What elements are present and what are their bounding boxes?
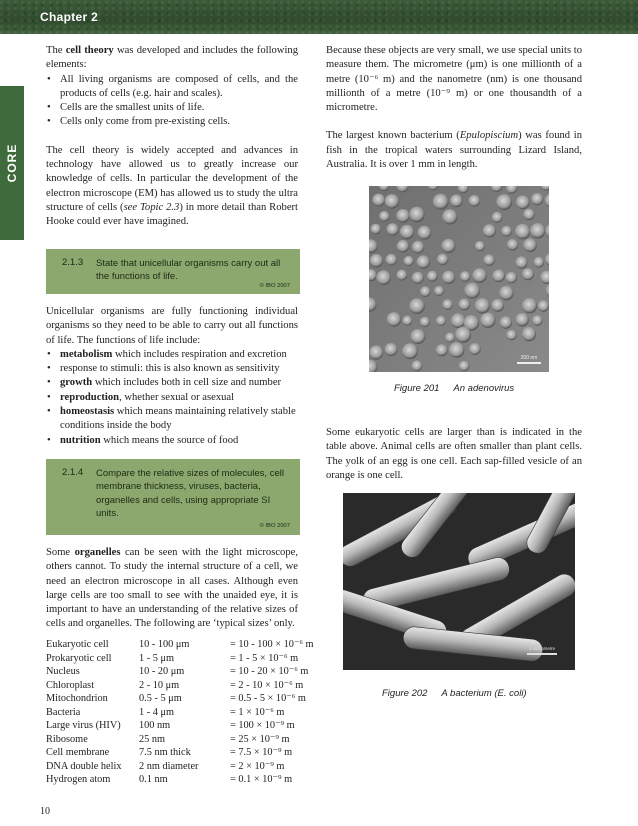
virus-particle	[523, 238, 537, 252]
virus-particle	[469, 343, 481, 355]
list-item: • All living organisms are composed of cells, and the products of cells (e.g. hair and scales).	[46, 73, 298, 102]
list-item: • Cells only come from pre-existing cells.	[46, 115, 298, 129]
adenovirus-image	[369, 186, 549, 372]
si-value-cell: = 7.5 × 10⁻⁹ m	[230, 747, 293, 758]
list-item: • nutrition which means the source of food	[46, 434, 298, 448]
virus-particle	[370, 224, 381, 235]
left-column	[46, 44, 298, 230]
virus-particle	[480, 313, 495, 328]
table-row	[46, 665, 314, 679]
virus-particle	[516, 196, 530, 210]
syllabus-box-2-1-3	[46, 249, 300, 294]
virus-particle	[420, 317, 430, 327]
virus-particle	[427, 271, 438, 282]
virus-particle	[501, 226, 512, 237]
virus-particle	[483, 254, 494, 265]
virus-particle	[397, 240, 409, 252]
structure-cell: Nucleus	[46, 666, 80, 677]
virus-particle	[507, 239, 518, 250]
virus-particle	[396, 209, 410, 223]
si-value-cell: = 2 × 10⁻⁹ m	[230, 760, 285, 772]
virus-particle	[492, 270, 505, 283]
si-value-cell: = 2 - 10 × 10⁻⁶ m	[230, 679, 304, 691]
size-cell: 0.5 - 5 μm	[139, 693, 182, 704]
virus-particle	[442, 271, 455, 284]
virus-particle	[385, 343, 398, 356]
si-value-cell: = 10 - 100 × 10⁻⁶ m	[230, 639, 314, 650]
si-value-cell: = 100 × 10⁻⁹ m	[230, 720, 295, 731]
virus-particle	[442, 239, 456, 253]
list-item: • homeostasis which means maintaining relatively stable conditions inside the body	[46, 405, 298, 434]
virus-particle	[376, 270, 391, 285]
scale-bar-label: 200 nm	[520, 355, 538, 361]
virus-particle	[442, 299, 453, 310]
figure-202-caption: Figure 202 A bacterium (E. coli)	[382, 688, 527, 699]
largest-bacterium-paragraph: The largest known bacterium (Epulopiscium) was found in fish in the tropical waters surrounding Lizard Island, Australia. It is over 1 mm in length.	[326, 130, 582, 171]
virus-particle	[387, 312, 402, 327]
syllabus-number: 2.1.3	[62, 257, 84, 268]
table-row	[46, 638, 314, 652]
virus-particle	[402, 343, 418, 359]
virus-particle	[491, 299, 504, 312]
virus-particle	[437, 254, 448, 265]
virus-particle	[420, 286, 431, 297]
chapter-header-band	[0, 0, 638, 34]
table-row	[46, 679, 314, 693]
size-cell: 1 - 5 μm	[139, 652, 174, 664]
virus-particle	[379, 211, 390, 222]
eukaryotic-paragraph: Some eukaryotic cells are larger than is indicated in the table above. Animal cells are often smaller than plant cells. The yolk of an egg is one cell. Each sap-filled vesicle of an orange is one cell.	[326, 427, 582, 481]
virus-particle	[402, 316, 412, 326]
si-value-cell: = 10 - 20 × 10⁻⁶ m	[230, 666, 309, 677]
size-cell: 1 - 4 μm	[139, 706, 174, 718]
virus-particle	[458, 299, 470, 311]
virus-particle	[472, 268, 487, 283]
cell-theory-list	[46, 73, 298, 130]
ecoli-image	[343, 493, 575, 670]
structure-cell: Hydrogen atom	[46, 774, 111, 785]
virus-particle	[449, 342, 465, 358]
virus-particle	[531, 193, 543, 205]
virus-particle	[500, 316, 512, 328]
virus-particle	[372, 194, 385, 207]
technology-paragraph: The cell theory is widely accepted and advances in technology have allowed us to greatly increase our knowledge of cells. In particular the development of the electron microscope (EM) has allowed us to study the ultra structure of cells (see Topic 2.3) in more detail than Robert Hooke could ever have imagined.	[46, 144, 298, 228]
structure-cell: Chloroplast	[46, 679, 95, 691]
virus-particle	[496, 194, 512, 210]
table-row	[46, 760, 314, 774]
unicellular-section	[46, 305, 298, 448]
virus-particle	[412, 360, 423, 371]
table-row	[46, 706, 314, 720]
virus-particle	[475, 241, 485, 251]
virus-particle	[433, 194, 449, 210]
si-value-cell: = 1 - 5 × 10⁻⁶ m	[230, 652, 299, 664]
virus-particle	[436, 316, 446, 326]
eukaryotic-section	[326, 426, 582, 483]
virus-particle	[515, 224, 530, 239]
size-cell: 10 - 20 μm	[139, 666, 185, 677]
virus-particle	[455, 327, 471, 343]
virus-particle	[404, 256, 414, 266]
virus-particle	[400, 225, 414, 239]
virus-particle	[522, 268, 534, 280]
size-cell: 0.1 nm	[139, 774, 168, 785]
adenovirus-micrograph	[369, 186, 549, 372]
virus-particle	[410, 329, 425, 344]
virus-particle	[386, 223, 398, 235]
structure-cell: DNA double helix	[46, 760, 122, 772]
structure-cell: Eukaryotic cell	[46, 639, 109, 650]
scale-bar-label: 1 micrometre	[528, 646, 556, 651]
core-side-tab	[0, 86, 24, 240]
structure-cell: Ribosome	[46, 733, 88, 745]
virus-particle	[499, 286, 514, 301]
size-cell: 25 nm	[139, 733, 166, 745]
size-cell: 7.5 nm thick	[139, 747, 191, 758]
page-number: 10	[40, 806, 50, 817]
structure-cell: Bacteria	[46, 706, 81, 718]
figure-201-caption: Figure 201 An adenovirus	[394, 383, 515, 394]
virus-particle	[460, 271, 471, 282]
si-value-cell: = 25 × 10⁻⁹ m	[230, 733, 290, 745]
right-column	[326, 44, 582, 172]
virus-particle	[522, 327, 536, 341]
virus-particle	[412, 272, 424, 284]
virus-particle	[516, 313, 529, 326]
organelles-paragraph: Some organelles can be seen with the light microscope, others cannot. To study the internal structure of a cell, we need an electron microscope in all cases. Although even large cells are too small to see with the unaided eye, it is important to have an understanding of the relative sizes of cells and organelles. The following are ‘typical sizes’ only.	[46, 547, 298, 630]
structure-cell: Mitochondrion	[46, 693, 108, 704]
virus-particle	[451, 313, 466, 328]
virus-particle	[386, 254, 398, 266]
virus-particle	[436, 344, 448, 356]
size-cell: 10 - 100 μm	[139, 639, 190, 650]
table-row	[46, 773, 314, 787]
virus-particle	[464, 283, 480, 299]
virus-particle	[409, 207, 424, 222]
virus-particle	[370, 254, 383, 267]
organelles-section	[46, 546, 298, 632]
virus-particle	[469, 195, 481, 207]
list-item: • Cells are the smallest units of life.	[46, 101, 298, 115]
size-cell: 2 - 10 μm	[139, 679, 180, 691]
functions-of-life-list	[46, 348, 298, 448]
virus-particle	[523, 209, 534, 220]
virus-particle	[483, 224, 496, 237]
size-cell: 2 nm diameter	[139, 760, 199, 772]
virus-particle	[409, 298, 425, 314]
table-row	[46, 733, 314, 747]
ecoli-micrograph	[343, 493, 575, 670]
structure-cell: Prokaryotic cell	[46, 652, 112, 664]
ibo-credit: © IBO 2007	[259, 523, 290, 529]
ibo-credit: © IBO 2007	[259, 283, 290, 289]
virus-particle	[506, 272, 517, 283]
structure-cell: Large virus (HIV)	[46, 720, 121, 731]
virus-particle	[442, 209, 457, 224]
table-row	[46, 746, 314, 760]
list-item: • response to stimuli: this is also known as sensitivity	[46, 362, 298, 376]
typical-sizes-table	[46, 638, 314, 787]
list-item: • growth which includes both in cell size and number	[46, 376, 298, 390]
syllabus-box-2-1-4	[46, 459, 300, 535]
virus-particle	[396, 270, 407, 281]
virus-particle	[515, 256, 527, 268]
si-value-cell: = 0.5 - 5 × 10⁻⁶ m	[230, 693, 306, 704]
table-row	[46, 692, 314, 706]
virus-particle	[492, 212, 503, 223]
virus-particle	[418, 226, 432, 240]
table-row	[46, 719, 314, 733]
virus-particle	[506, 330, 517, 341]
core-tab-label: CORE	[5, 143, 19, 183]
virus-particle	[434, 286, 444, 296]
virus-particle	[532, 315, 543, 326]
virus-particle	[450, 195, 463, 208]
syllabus-text: Compare the relative sizes of molecules, cell membrane thickness, viruses, bacteria, organelles and cells, using appropriate SI units.	[96, 468, 284, 520]
cell-theory-intro: The cell theory was developed and includes the following elements:	[46, 45, 298, 71]
si-value-cell: = 0.1 × 10⁻⁹ m	[230, 774, 293, 785]
virus-particle	[445, 333, 455, 343]
si-value-cell: = 1 × 10⁻⁶ m	[230, 706, 285, 718]
units-paragraph: Because these objects are very small, we use special units to measure them. The micrometre (μm) is one millionth of a metre (10⁻⁶ m) and the nanometre (nm) is one thousand millionth of a metre (10⁻⁹ m) or one thousandth of a micrometre.	[326, 45, 582, 114]
virus-particle	[475, 298, 490, 313]
unicellular-intro: Unicellular organisms are fully functioning individual organisms so they need to be able to carry out all functions of life. The functions of life include:	[46, 306, 298, 346]
virus-particle	[369, 345, 383, 359]
virus-particle	[385, 194, 400, 209]
list-item: • metabolism which includes respiration and excretion	[46, 348, 298, 362]
size-cell: 100 nm	[139, 720, 171, 731]
syllabus-text: State that unicellular organisms carry out all the functions of life.	[96, 258, 281, 283]
structure-cell: Cell membrane	[46, 747, 110, 758]
syllabus-number: 2.1.4	[62, 467, 84, 478]
chapter-title: Chapter 2	[40, 10, 99, 24]
virus-particle	[459, 361, 470, 372]
virus-particle	[522, 298, 537, 313]
list-item: • reproduction, whether sexual or asexual	[46, 391, 298, 405]
virus-particle	[417, 255, 430, 268]
virus-particle	[534, 257, 545, 268]
virus-particle	[412, 241, 425, 254]
table-row	[46, 652, 314, 666]
virus-particle	[538, 300, 549, 311]
virus-particle	[530, 223, 545, 238]
